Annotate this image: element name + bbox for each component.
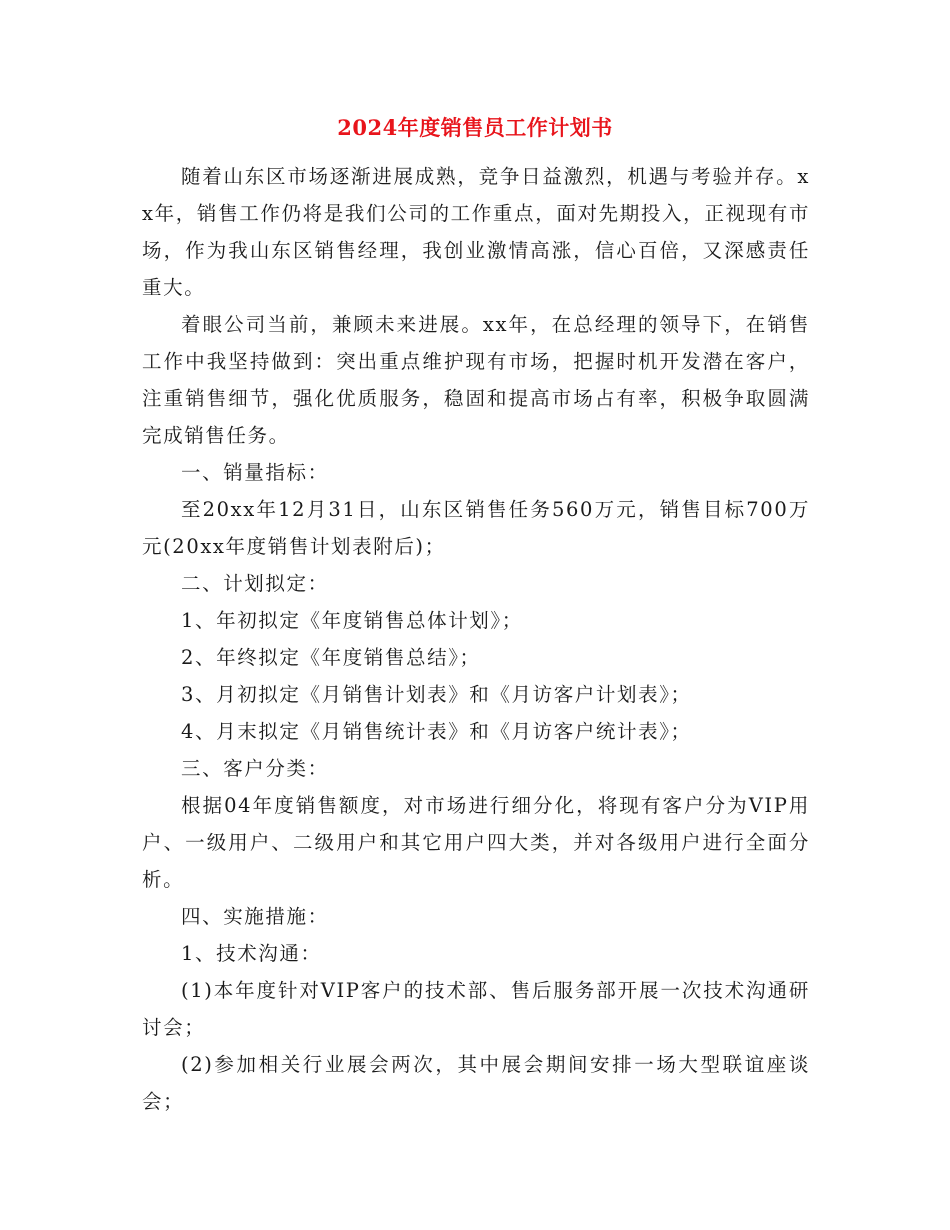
plan-item-4: 4、月末拟定《月销售统计表》和《月访客户统计表》；: [181, 720, 692, 743]
heading-technical-communication: 1、技术沟通：: [181, 942, 322, 965]
document-title: 2024年度销售员工作计划书: [337, 115, 613, 140]
heading-implementation: 四、实施措施：: [181, 905, 329, 928]
document-body: [142, 158, 810, 1120]
paragraph-intro: 随着山东区市场逐渐进展成熟，竞争日益激烈，机遇与考验并存。xx年，销售工作仍将是我们公司的工作重点，面对先期投入，正视现有市场，作为我山东区销售经理，我创业激情高涨，信心百倍，又深感责任重大。: [142, 165, 810, 299]
plan-item-2: 2、年终拟定《年度销售总结》；: [181, 646, 481, 669]
paragraph-sales-target: 至20xx年12月31日，山东区销售任务560万元，销售目标700万元(20xx年度销售计划表附后)；: [142, 498, 810, 558]
measure-item-1: (1)本年度针对VIP客户的技术部、售后服务部开展一次技术沟通研讨会；: [142, 979, 810, 1039]
paragraph-customer-classification: 根据04年度销售额度，对市场进行细分化，将现有客户分为VIP用户、一级用户、二级用户和其它用户四大类，并对各级用户进行全面分析。: [142, 794, 810, 891]
plan-item-1: 1、年初拟定《年度销售总体计划》；: [181, 609, 523, 632]
plan-item-3: 3、月初拟定《月销售计划表》和《月访客户计划表》；: [181, 683, 692, 706]
heading-customer-classification: 三、客户分类：: [181, 757, 329, 780]
measure-item-2: (2)参加相关行业展会两次，其中展会期间安排一场大型联谊座谈会；: [142, 1053, 810, 1113]
paragraph-outlook: 着眼公司当前，兼顾未来进展。xx年，在总经理的领导下，在销售工作中我坚持做到：突出重点维护现有市场，把握时机开发潜在客户，注重销售细节，强化优质服务，稳固和提高市场占有率，积极争取圆满完成销售任务。: [142, 313, 810, 447]
heading-sales-target: 一、销量指标：: [181, 461, 329, 484]
heading-plan-drafting: 二、计划拟定：: [181, 572, 329, 595]
